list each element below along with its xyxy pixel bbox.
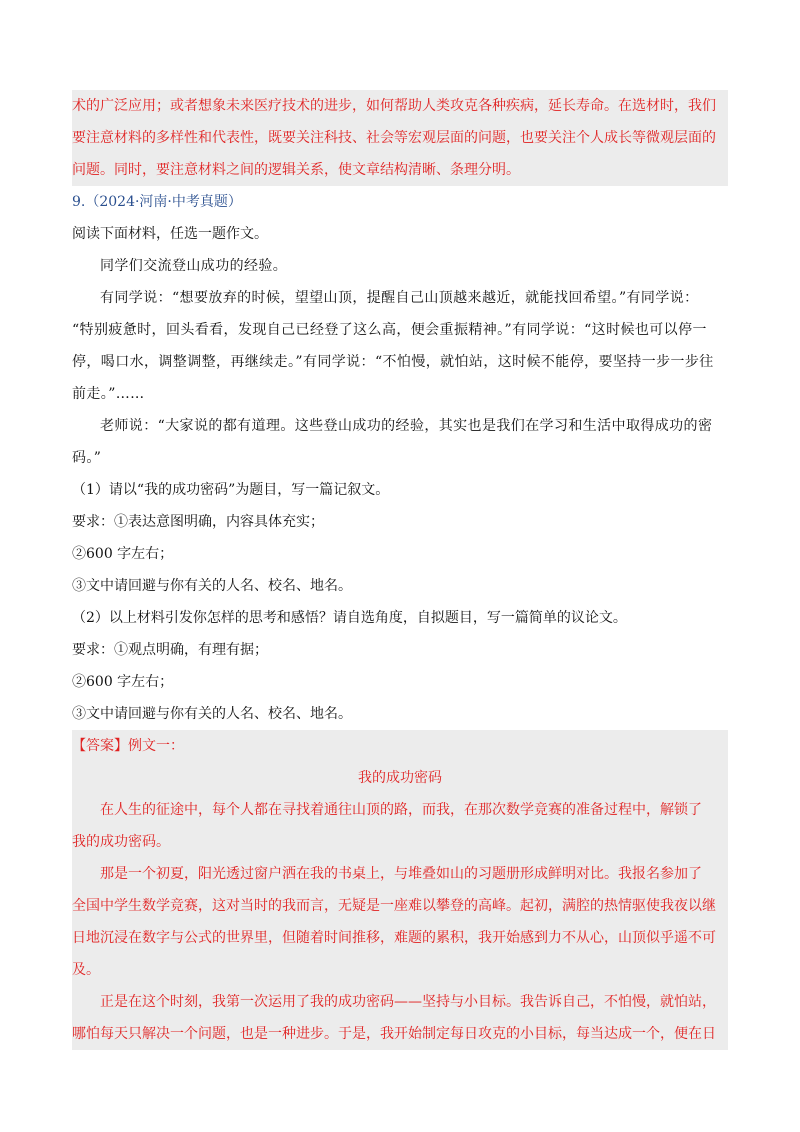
emphasis-text: 任选一题 [170,226,226,242]
essay-line: 在人生的征途中，每个人都在寻找着通往山顶的路，而我，在那次数学竞赛的准备过程中，解锁了 [72,794,728,826]
instruction-text: 阅读下面材料， [72,226,170,242]
question-number: 9.（2024·河南·中考真题） [72,194,242,210]
prompt-line: （2）以上材料引发你怎样的思考和感悟？请自选角度，自拟题目，写一篇简单的议论文。 [72,610,627,626]
answer-label: 例文一： [128,738,184,754]
prompt-line: ③文中请回避与你有关的人名、校名、地名。 [72,578,352,594]
material-paragraph: 有同学说：“想要放弃的时候，望望山顶，提醒自己山顶越来越近，就能找回希望。”有同学说： [100,290,699,306]
prompt-line: 要求：①观点明确，有理有据； [72,642,268,658]
material-block [72,250,728,474]
prompt-line: ③文中请回避与你有关的人名、校名、地名。 [72,706,352,722]
prev-answer-line: 问题。同时，要注意材料之间的逻辑关系，使文章结构清晰、条理分明。 [72,154,728,186]
material-paragraph: 同学们交流登山成功的经验。 [100,258,288,274]
essay-line: 哪怕每天只解决一个问题，也是一种进步。于是，我开始制定每日攻克的小目标，每当达成一个，便在日 [72,1018,728,1050]
material-paragraph: 停，喝口水，调整调整，再继续走。”有同学说：“不怕慢，就怕站，这时候不能停，要坚持一步一步往 [72,354,714,370]
essay-line: 日地沉浸在数字与公式的世界里，但随着时间推移，难题的累积，我开始感到力不从心，山顶似乎遥不可 [72,922,728,954]
prompt-line: ②600 字左右； [72,546,174,562]
prev-answer-line: 术的广泛应用；或者想象未来医疗技术的进步，如何帮助人类攻克各种疾病，延长寿命。在选材时，我们 [72,90,728,122]
essay-line: 及。 [72,954,728,986]
instruction-text: 作文。 [226,226,268,242]
material-paragraph: 前走。”…… [72,386,145,402]
prev-answer-line: 要注意材料的多样性和代表性，既要关注科技、社会等宏观层面的问题，也要关注个人成长等微观层面的 [72,122,728,154]
prompt-line: （1）请以“我的成功密码”为题目，写一篇记叙文。 [72,482,390,498]
prompt-line: 要求：①表达意图明确，内容具体充实； [72,514,324,530]
essay-line: 那是一个初夏，阳光透过窗户洒在我的书桌上，与堆叠如山的习题册形成鲜明对比。我报名参加了 [72,858,728,890]
emphasis-dotted-text [170,218,226,250]
essay-line: 我的成功密码。 [72,826,728,858]
previous-answer-block [72,90,728,186]
material-paragraph: 码。” [72,450,102,466]
essay-line: 全国中学生数学竞赛，这对当时的我而言，无疑是一座难以攀登的高峰。起初，满腔的热情驱使我夜以继 [72,890,728,922]
prompts-block [72,474,728,730]
essay-title: 我的成功密码 [72,762,728,794]
answer-block [72,730,728,1050]
prompt-line: ②600 字左右； [72,674,174,690]
answer-tag: 【答案】 [72,738,128,754]
material-paragraph: 老师说：“大家说的都有道理。这些登山成功的经验，其实也是我们在学习和生活中取得成功的密 [100,418,713,434]
material-paragraph: “特别疲惫时，回头看看，发现自己已经登了这么高，便会重振精神。”有同学说：“这时候也可以停一 [72,322,707,338]
document-page [72,90,728,1050]
question-instruction [72,218,728,250]
essay-line: 正是在这个时刻，我第一次运用了我的成功密码——坚持与小目标。我告诉自己，不怕慢，就怕站， [72,986,728,1018]
answer-header [72,730,728,762]
